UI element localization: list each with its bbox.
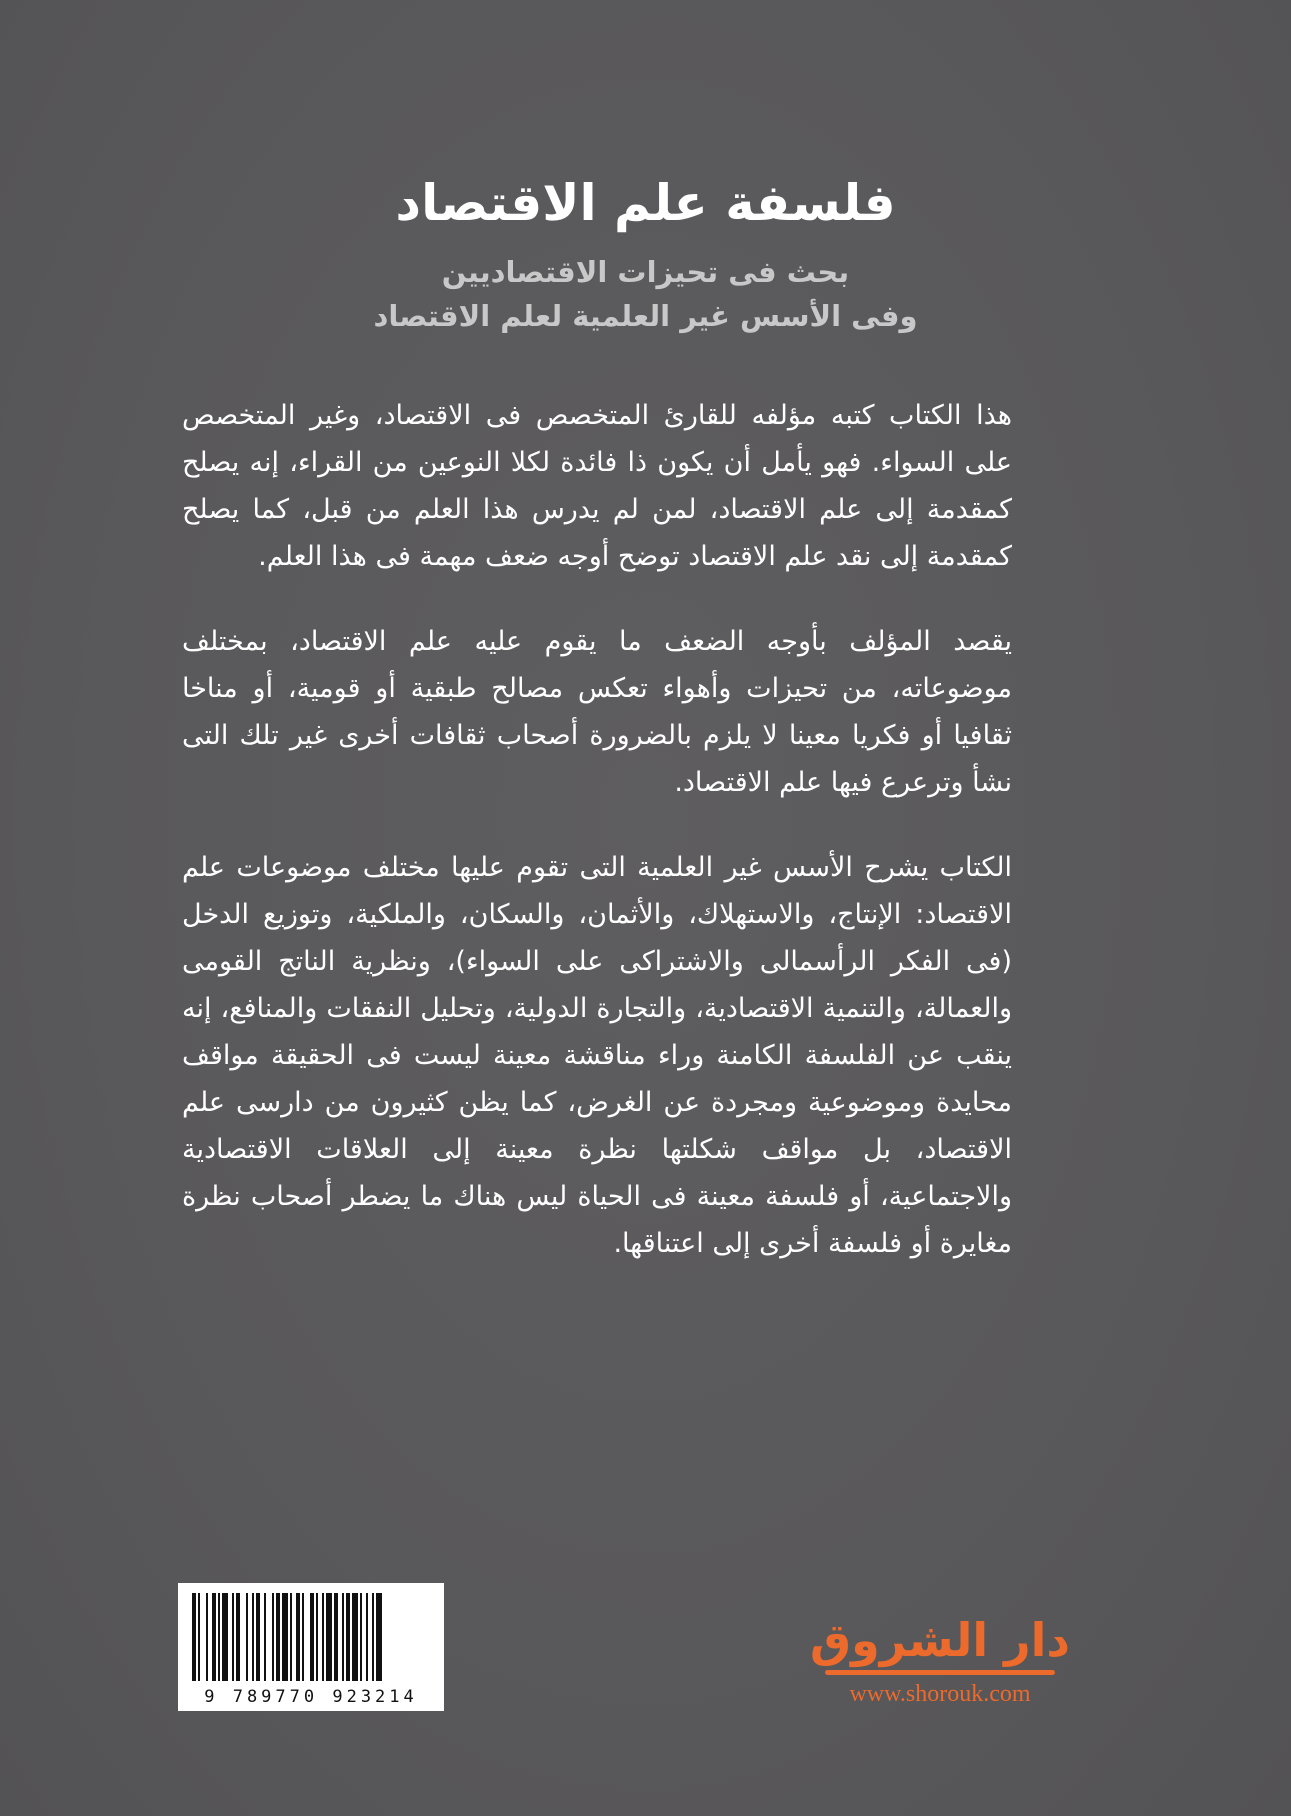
barcode-bar: [256, 1593, 260, 1681]
barcode-bar: [272, 1593, 274, 1681]
book-subtitle-line-1: بحث فى تحيزات الاقتصاديين: [441, 255, 850, 289]
barcode-bar: [372, 1593, 374, 1681]
isbn-barcode: [178, 1583, 444, 1711]
barcode-bar: [252, 1593, 254, 1681]
barcode-bar: [218, 1593, 220, 1681]
publisher-block: [800, 1612, 1080, 1708]
barcode-bar: [322, 1593, 324, 1681]
barcode-bar: [310, 1593, 314, 1681]
barcode-bar: [276, 1593, 280, 1681]
barcode-bar: [334, 1593, 338, 1681]
barcode-bar: [346, 1593, 350, 1681]
blurb: [182, 392, 1012, 1305]
barcode-bar: [316, 1593, 318, 1681]
book-subtitle-line-2: وفى الأسس غير العلمية لعلم الاقتصاد: [373, 299, 918, 333]
isbn-number: 9 789770 923214: [204, 1687, 418, 1707]
barcode-bar: [212, 1593, 216, 1681]
barcode-bar: [264, 1593, 266, 1681]
barcode-bar: [290, 1593, 292, 1681]
publisher-logo: دار الشروق: [809, 1613, 1071, 1667]
book-title: فلسفة علم الاقتصاد: [395, 174, 896, 232]
barcode-bar: [302, 1593, 304, 1681]
barcode-bar: [206, 1593, 208, 1681]
barcode-bar: [326, 1593, 332, 1681]
publisher-logo-underline: [825, 1670, 1055, 1675]
blurb-paragraph-2: يقصد المؤلف بأوجه الضعف ما يقوم عليه علم الاقتصاد، بمختلف موضوعاته، من تحيزات وأهواء تعكس مصالح طبقية أو قومية، أو مناخا ثقافيا أو فكريا معينا لا يلزم بالضرورة أصحاب ثقافات أخرى غير تلك التى نشأ وترعرع فيها علم الاقتصاد.: [182, 626, 1012, 798]
barcode-bar: [342, 1593, 344, 1681]
barcode-bar: [360, 1593, 362, 1681]
blurb-paragraph-3: الكتاب يشرح الأسس غير العلمية التى تقوم عليها مختلف موضوعات علم الاقتصاد: الإنتاج، والاستهلاك، والأثمان، والسكان، والملكية، وتوزيع الدخل (فى الفكر الرأسمالى والاشتراكى على السواء)، ونظرية الناتج القومى والعمالة، والتنمية الاقتصادية، والتجارة الدولية، وتحليل النفقات والمنافع، إنه ينقب عن الفلسفة الكامنة وراء مناقشة معينة ليست فى الحقيقة مواقف محايدة وموضوعية ومجردة عن الغرض، كما يظن كثيرون من دارسى علم الاقتصاد، بل مواقف شكلتها نظرة معينة إلى العلاقات الاقتصادية والاجتماعية، أو فلسفة معينة فى الحياة ليس هناك ما يضطر أصحاب نظرة مغايرة أو فلسفة أخرى إلى اعتناقها.: [182, 852, 1012, 1259]
barcode-bar: [282, 1593, 288, 1681]
publisher-website: www.shorouk.com: [849, 1681, 1031, 1707]
barcode-bar: [236, 1593, 240, 1681]
barcode-bars: [192, 1593, 430, 1681]
barcode-bar: [198, 1593, 200, 1681]
barcode-bar: [232, 1593, 234, 1681]
barcode-bar: [376, 1593, 382, 1681]
barcode-bar: [296, 1593, 300, 1681]
barcode-bar: [246, 1593, 248, 1681]
barcode-bar: [352, 1593, 358, 1681]
barcode-bar: [192, 1593, 196, 1681]
barcode-bar: [222, 1593, 228, 1681]
blurb-paragraph-1: هذا الكتاب كتبه مؤلفه للقارئ المتخصص فى الاقتصاد، وغير المتخصص على السواء. فهو يأمل أن يكون ذا فائدة لكلا النوعين من القراء، إنه يصلح كمقدمة إلى علم الاقتصاد، لمن لم يدرس هذا العلم من قبل، كما يصلح كمقدمة إلى نقد علم الاقتصاد توضح أوجه ضعف مهمة فى هذا العلم.: [182, 400, 1012, 572]
barcode-bar: [366, 1593, 368, 1681]
